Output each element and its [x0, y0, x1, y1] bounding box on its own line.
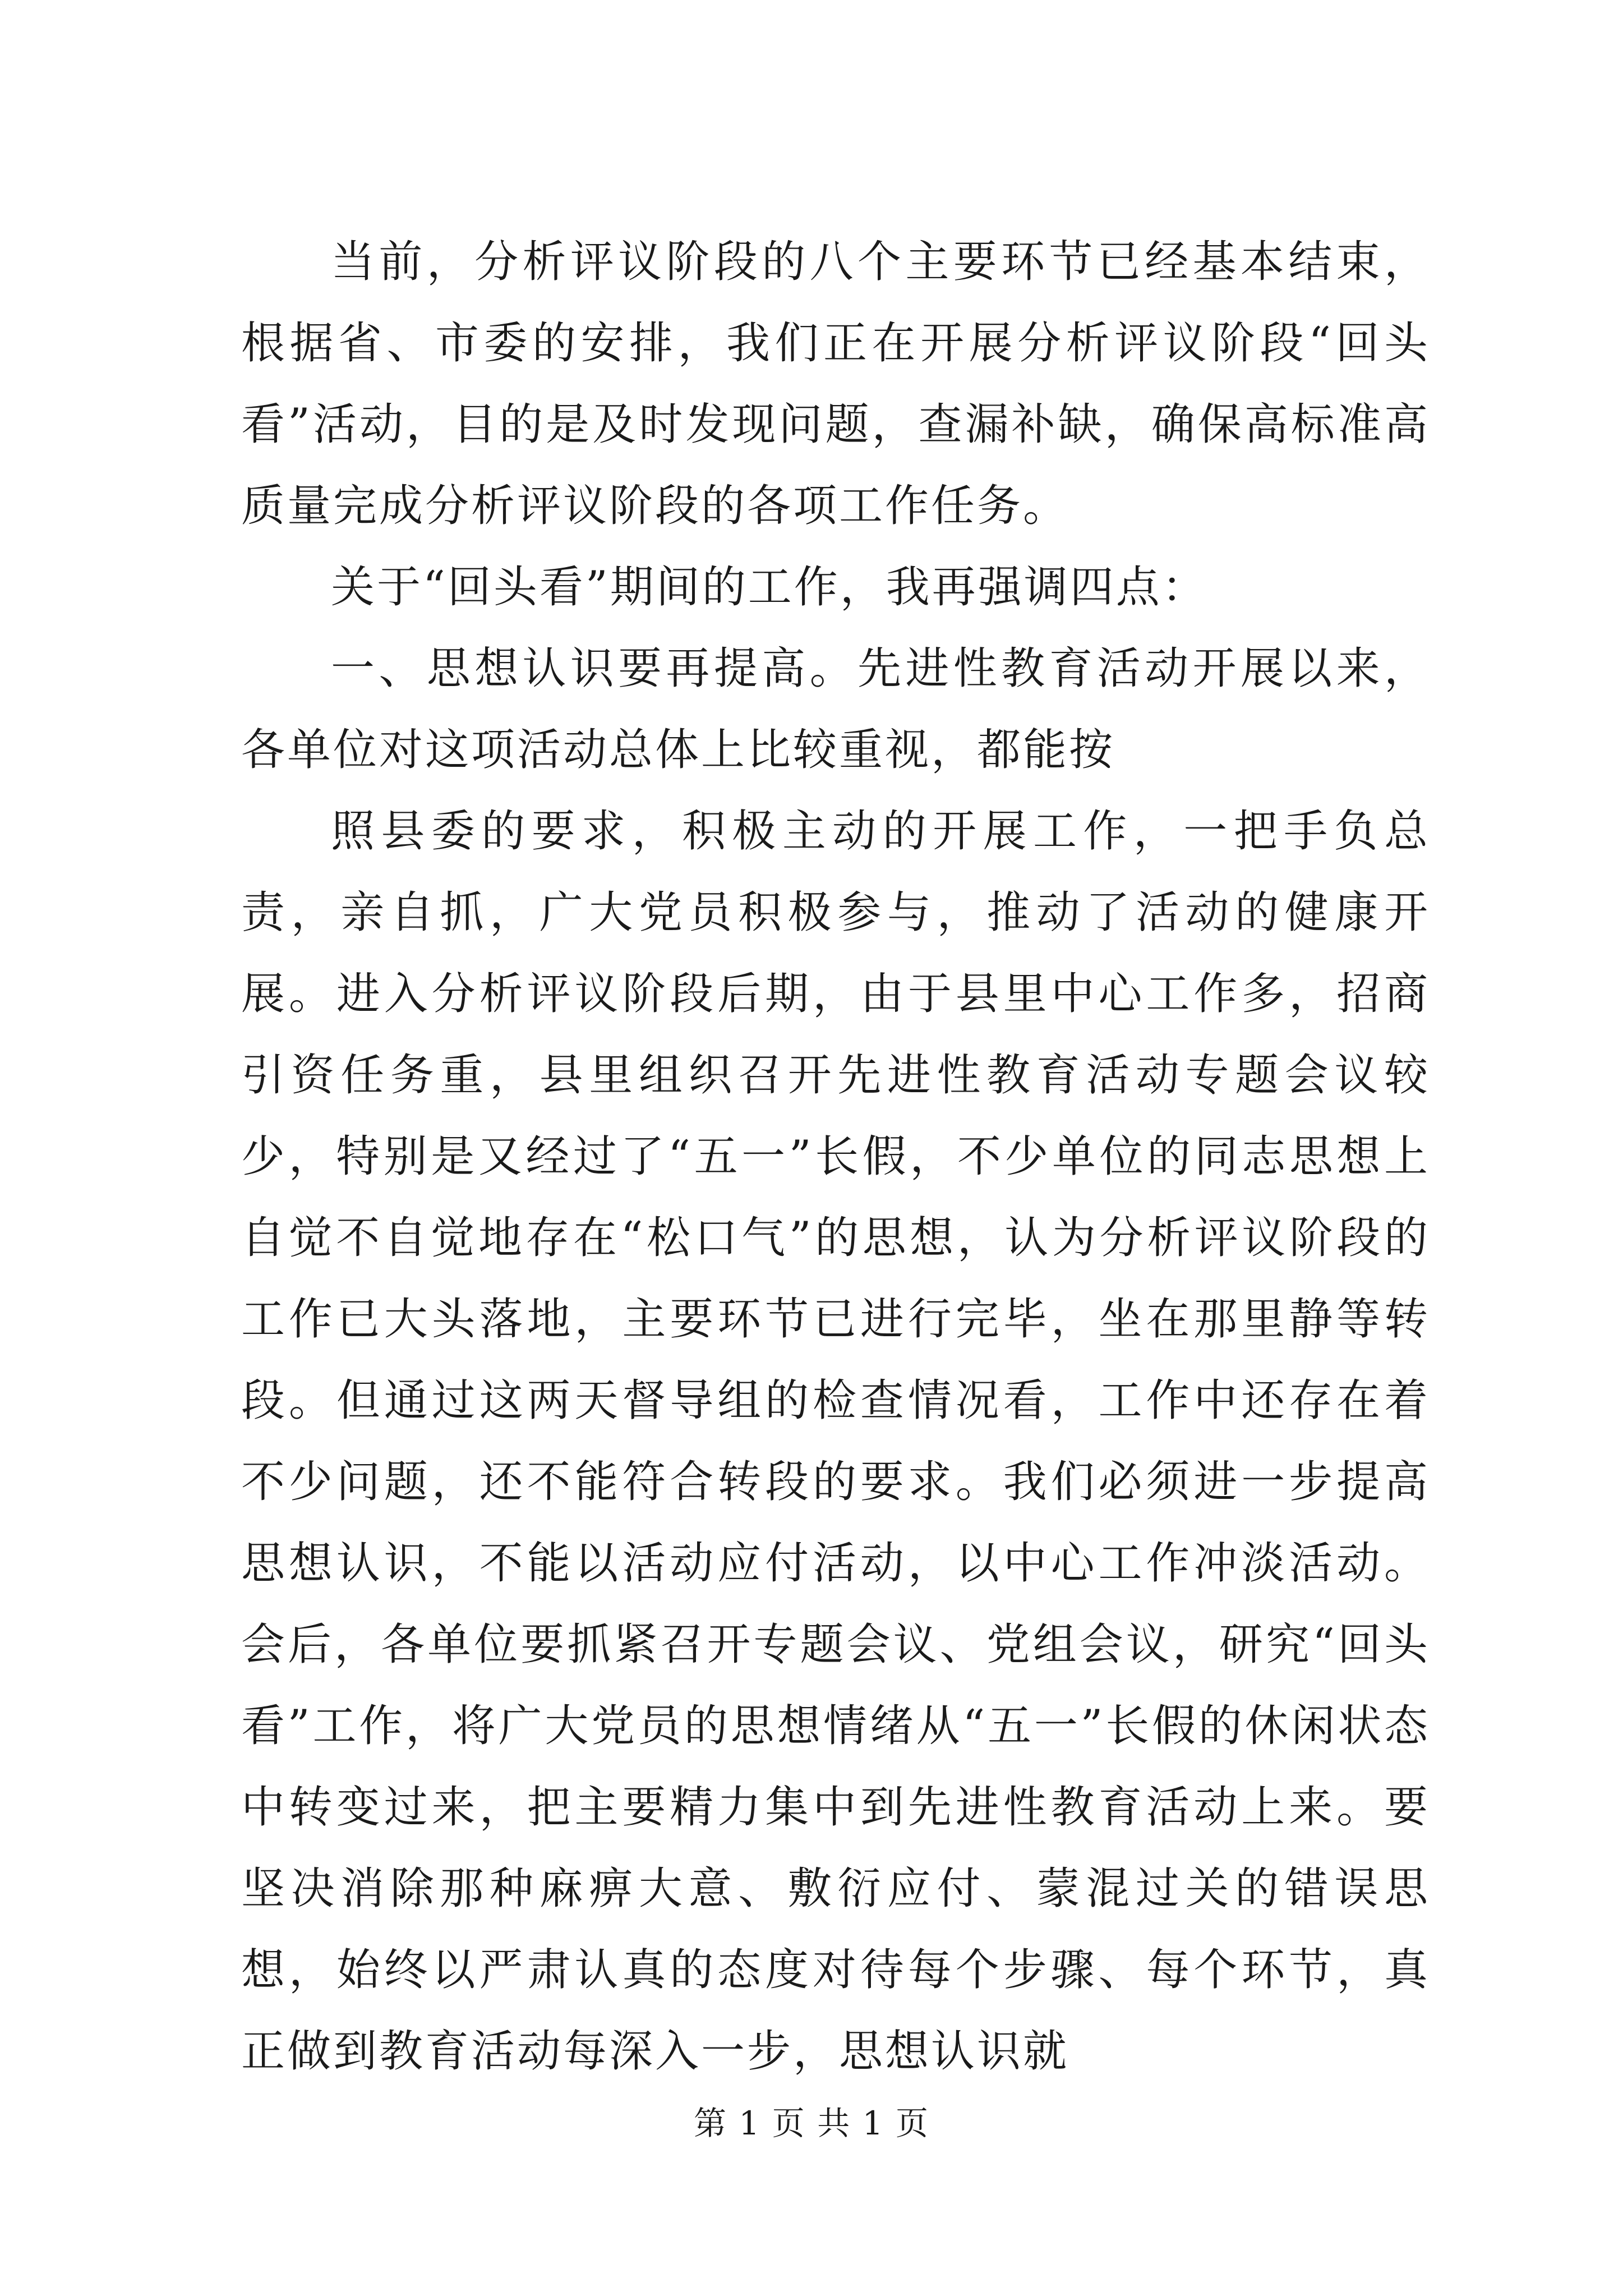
- paragraph-emphasis-intro: 关于“回头看”期间的工作，我再强调四点：: [331, 562, 1208, 613]
- document-body: [241, 222, 1430, 2092]
- paragraph-point-one-body: 照县委的要求，积极主动的开展工作，一把手负总责，亲自抓，广大党员积极参与，推动了活动的健康开展。进入分析评议阶段后期，由于县里中心工作多，招商引资任务重，县里组织召开先进性教育活动专题会议较少，特别是又经过了“五一”长假，不少单位的同志思想上自觉不自觉地存在“松口气”的思想，认为分析评议阶段的工作已大头落地，主要环节已进行完毕，坐在那里静等转段。但通过这两天督导组的检查情况看，工作中还存在着不少问题，还不能符合转段的要求。我们必须进一步提高思想认识，不能以活动应付活动，以中心工作冲淡活动。会后，各单位要抓紧召开专题会议、党组会议，研究“回头看”工作，将广大党员的思想情绪从“五一”长假的休闲状态中转变过来，把主要精力集中到先进性教育活动上来。要坚决消除那种麻痹大意、敷衍应付、蒙混过关的错误思想，始终以严肃认真的态度对待每个步骤、每个环节，真正做到教育活动每深入一步，思想认识就: [241, 806, 1430, 2077]
- paragraph-point-one-heading: 一、思想认识要再提高。先进性教育活动开展以来，各单位对这项活动总体上比较重视，都能按: [241, 643, 1430, 775]
- paragraph-intro: 当前，分析评议阶段的八个主要环节已经基本结束，根据省、市委的安排，我们正在开展分析评议阶段“回头看”活动，目的是及时发现问题，查漏补缺，确保高标准高质量完成分析评议阶段的各项工作任务。: [241, 237, 1430, 531]
- page-footer: 第 1 页 共 1 页: [694, 2104, 929, 2142]
